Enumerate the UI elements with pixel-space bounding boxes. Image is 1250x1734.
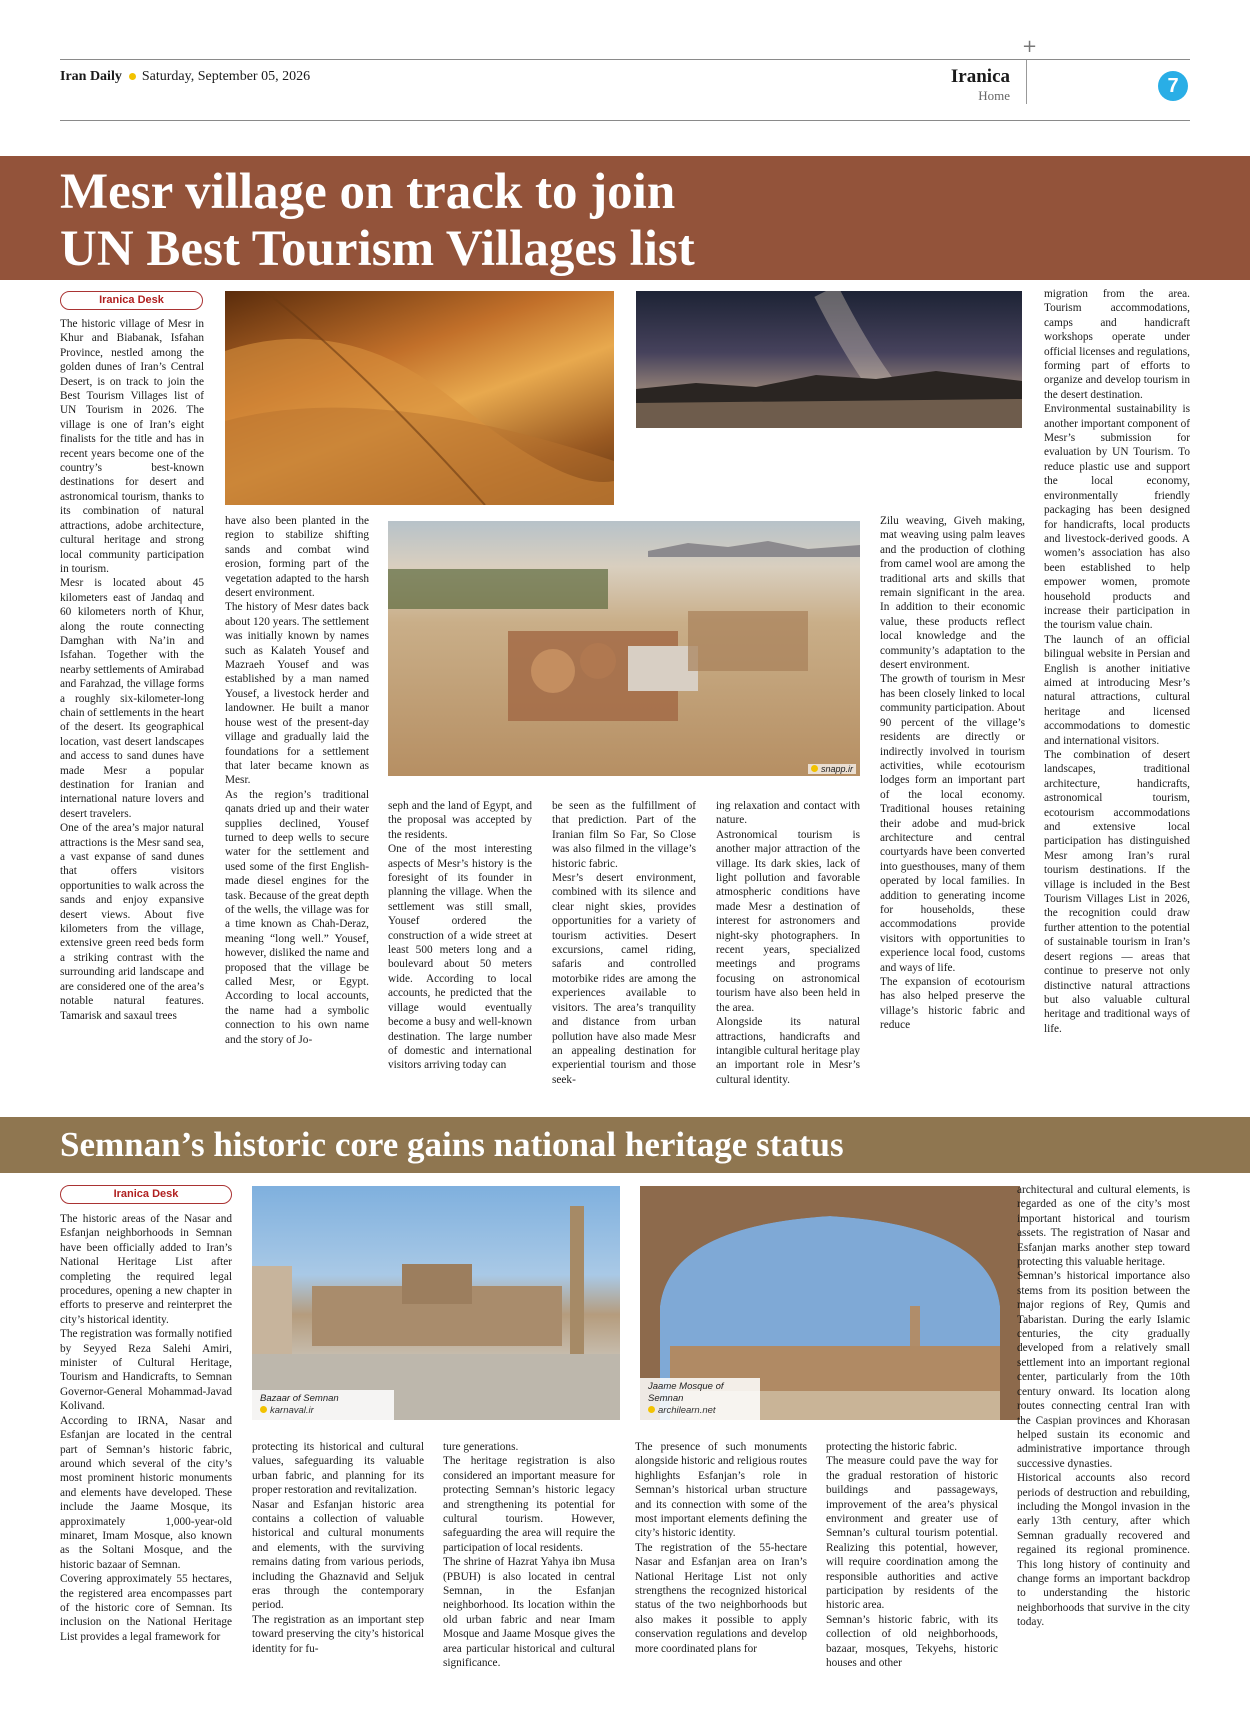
credit-dot-icon [648,1406,655,1413]
article1-column-5: ing relaxation and contact with nature. Astronomical tourism is another major attraction of the village. Its dark skies, lack of light pollution and favorable atmospheric conditions have made Mesr a destination of interest for astronomers and night-sky photographers. In recent years, specialized meetings and programs focusing on astronomical tourism have also been held in the area. Alongside its natural attractions, handicrafts and intangible cultural heritage play an important role in Mesr’s cultural identity. [716,800,860,1086]
crosshair-icon: + [1022,36,1038,57]
article2-column-6: architectural and cultural elements, is regarded as one of the city’s most important historical and tourism assets. The registration of Nasar and Esfanjan marks another step toward protecting this valuable heritage. Semnan’s historical importance also stems from its position between the major regions of Rey, Qumis and Tabaristan. During the early Islamic centuries, the city gradually developed from a relatively small settlement into an important regional center, particularly from the 10th century onward. Its location along routes connecting central Iran with the Caspian provinces and Khorasan helped sustain its economic and administrative importance through successive dynasties. Historical accounts also record periods of destruction and rebuilding, including the Mongol invasion in the early 13th century, after which Semnan gradually recovered and regained its regional prominence. This long history of continuity and change forms an important backdrop to understanding the historic neighborhoods that survive in the city today. [1017,1184,1190,1629]
jaame-mosque-photo [640,1186,1020,1420]
subsection-name: Home [978,88,1010,103]
photo2-caption: Jaame Mosque of Semnan [648,1381,724,1404]
photo1-credit: karnaval.ir [270,1405,314,1416]
article1-desk-label: Iranica Desk [60,291,203,310]
milky-way-photo [636,291,1022,428]
paper-name: Iran Daily [60,69,122,84]
article1-headline [0,156,1250,280]
article2-column-4: The presence of such monuments alongside historic and religious routes highlights Esfanjan’s role in Semnan’s historical urban structure and its connection with some of the most important elements defining the city’s historic identity. The registration of the 55-hectare Nasar and Esfanjan area on Iran’s National Heritage List not only strengthens the recognized historical status of the two neighborhoods but also makes it possible to apply conservation regulations and develop more coordinated plans for [635,1441,807,1655]
article2-desk-label: Iranica Desk [60,1185,232,1204]
article1-column-2: have also been planted in the region to stabilize shifting sands and combat wind erosion, forming part of the vegetation adapted to the harsh desert environment. The history of Mesr dates back about 120 years. The settlement was initially known by names such as Kalateh Yousef and Mazraeh Yousef and was established by a man named Yousef, a livestock herder and landowner. He built a manor house west of the present-day village and gradually laid the foundations for a settlement that later became known as Mesr. As the region’s traditional qanats dried up and their water supplies declined, Yousef turned to deep wells to secure water for the settlement and used some of the first English-made diesel engines for the task. Because of the great depth of the wells, the village was for a time known as Chah-Deraz, meaning “long well.” Yousef, however, disliked the name and proposed that the village be called Mesr, or Egypt. According to local accounts, the name had a symbolic connection to his own name and the story of Jo- [225,515,369,1046]
photo1-caption-box [252,1390,394,1420]
photo-credit: snapp.ir [808,764,856,774]
section-name: Iranica [950,66,1010,87]
issue-date: Saturday, September 05, 2026 [141,69,311,84]
article1-column-3: seph and the land of Egypt, and the proposal was accepted by the residents. One of the most interesting aspects of Mesr’s history is the foresight of its founder in planning the village. When the settlement was still small, Yousef ordered the construction of a wide street at least 500 meters long and a boulevard about 50 meters wide. According to local accounts, he predicted that the village would eventually become a busy and well-known destination. The large number of domestic and international visitors arriving today can [388,800,532,1072]
headline-line-1: Mesr village on track to join [60,164,676,220]
photo1-caption: Bazaar of Semnan [260,1393,339,1404]
article1-column-4: be seen as the fulfillment of that prediction. Part of the Iranian film So Far, So Close was also filmed in the village’s historic fabric. Mesr’s desert environment, combined with its silence and clear night skies, provides opportunities for a variety of tourism activities. Desert excursions, camel riding, safaris and controlled motorbike rides are among the experiences available to visitors. The area’s tranquility and distance from urban pollution have also made Mesr an appealing destination for experiential tourism and those seek- [552,800,696,1086]
article2-column-5: protecting the historic fabric. The measure could pave the way for the gradual restoration of historic buildings and passageways, improvement of the area’s physical environment and greater use of Semnan’s cultural tourism potential. Realizing this potential, however, will require coordination among the responsible authorities and active participation by residents of the historic area. Semnan’s historic fabric, with its collection of old neighborhoods, bazaar, mosques, Tekyehs, historic houses and other [826,1441,998,1670]
photo2-caption-box [640,1378,760,1420]
bazaar-of-semnan-photo [252,1186,620,1420]
header-divider [1026,60,1027,104]
article1-column-6: Zilu weaving, Giveh making, mat weaving using palm leaves and the production of clothing from camel wool are among the traditional arts and skills that remain significant in the area. In addition to their economic value, these products reflect local knowledge and the community’s adaptation to the desert environment. The growth of tourism in Mesr has been closely linked to local community participation. About 90 percent of the village’s residents are directly or indirectly involved in tourism activities, while ecotourism lodges form an important part of the local economy. Traditional houses retaining their adobe and mud-brick architecture and central courtyards have been converted into guesthouses, many of them operated by local families. In addition to generating income for households, these accommodations provide visitors with opportunities to experience local food, customs and ways of life. The expansion of ecotourism has also helped preserve the village’s historic fabric and reduce [880,515,1025,1032]
headline-line-2: UN Best Tourism Villages list [60,221,695,277]
header-left [60,68,310,86]
page-number-badge: 7 [1158,71,1188,101]
article2-column-1: The historic areas of the Nasar and Esfanjan neighborhoods in Semnan have been officially added to Iran’s National Heritage List after completing the required legal procedures, opening a new chapter in efforts to preserve and reinterpret the city’s historical identity. The registration was formally notified by Seyyed Reza Salehi Amiri, minister of Cultural Heritage, Tourism and Handicrafts, to Semnan Governor-General Mohammad-Javad Kolivand. According to IRNA, Nasar and Esfanjan are located in the central part of Semnan’s historic fabric, around which several of the city’s most prominent historic monuments and elements have developed. These include the Jaame Mosque, its approximately 1,000-year-old minaret, Imam Mosque, also known as the Soltani Mosque, and the historic bazaar of Semnan. Covering approximately 55 hectares, the registered area encompasses part of the historic core of Semnan. Its inclusion on the National Heritage List provides a legal framework for [60,1213,232,1643]
mesr-village-aerial-photo [388,521,860,776]
article1-column-1: The historic village of Mesr in Khur and Biabanak, Isfahan Province, nestled among the golden dunes of Iran’s Central Desert, is on track to join the Best Tourism Villages list of UN Tourism in 2026. The village is one of Iran’s eight finalists for the title and has in recent years become one of the country’s best-known destinations for desert and astronomical tourism, thanks to its combination of natural attractions, adobe architecture, cultural heritage and strong local community participation in tourism. Mesr is located about 45 kilometers east of Jandaq and 60 kilometers north of Khur, along the route connecting Damghan with Na’in and Isfahan. Together with the nearby settlements of Amirabad and Farahzad, the village forms a roughly six-kilometer-long chain of settlements in the heart of the desert. Its geographical location, vast desert landscapes and access to sand dunes have made Mesr a popular destination for Iranian and international nature lovers and desert travelers. One of the area’s major natural attractions is the Mesr sand sea, a vast expanse of sand dunes that offers visitors opportunities to walk across the sands and enjoy expansive desert views. About five kilometers from the village, extensive green reed beds form a striking contrast with the surrounding arid landscape and are considered one of the area’s notable natural features. Tamarisk and saxaul trees [60,318,204,1022]
sand-dunes-photo [225,291,614,505]
article2-headline: Semnan’s historic core gains national heritage status [0,1117,1250,1173]
photo2-credit: archilearn.net [658,1405,716,1416]
article2-column-2: protecting its historical and cultural values, safeguarding its valuable urban fabric, and planning for its proper restoration and revitalization. Nasar and Esfanjan historic area contains a collection of valuable historical and cultural monuments and elements, with the surviving remains dating from various periods, including the Ghaznavid and Seljuk eras through the contemporary period. The registration as an important step toward preserving the city’s historical identity for fu- [252,1441,424,1655]
credit-dot-icon [811,765,818,772]
credit-dot-icon [260,1406,267,1413]
separator-dot-icon [129,73,136,80]
article2-column-3: ture generations. The heritage registration is also considered an important measure for protecting Semnan’s historic legacy and strengthening its potential for cultural tourism. However, safeguarding the area will require the participation of local residents. The shrine of Hazrat Yahya ibn Musa (PBUH) is also located in central Semnan, in the Esfanjan neighborhood. Its location within the old urban fabric and near Imam Mosque and Jaame Mosque gives the area particular historical and cultural significance. [443,1441,615,1670]
article1-column-7: migration from the area. Tourism accommodations, camps and handicraft workshops operate under official licenses and regulations, forming part of efforts to organize and develop tourism in the desert destination. Environmental sustainability is another important component of Mesr’s submission for evaluation by UN Tourism. To reduce plastic use and support the local economy, environmentally friendly packaging has been designed for handicrafts, local products and livestock-derived goods. A women’s association has also been established to help empower women, promote household products and increase their participation in the tourism value chain. The launch of an official bilingual website in Persian and English is another initiative aimed at introducing Mesr’s natural attractions, cultural heritage and licensed accommodations to domestic and international visitors. The combination of desert landscapes, traditional architecture, handicrafts, astronomical tourism, ecotourism accommodations and extensive local participation has distinguished Mesr among Iran’s rural tourism destinations. If the village is included in the Best Tourism Villages List in 2026, the recognition could draw further attention to the potential of sustainable tourism in Iran’s desert regions — areas that continue to preserve not only distinctive natural attractions but also valuable cultural heritage and traditional ways of life. [1044,288,1190,1035]
